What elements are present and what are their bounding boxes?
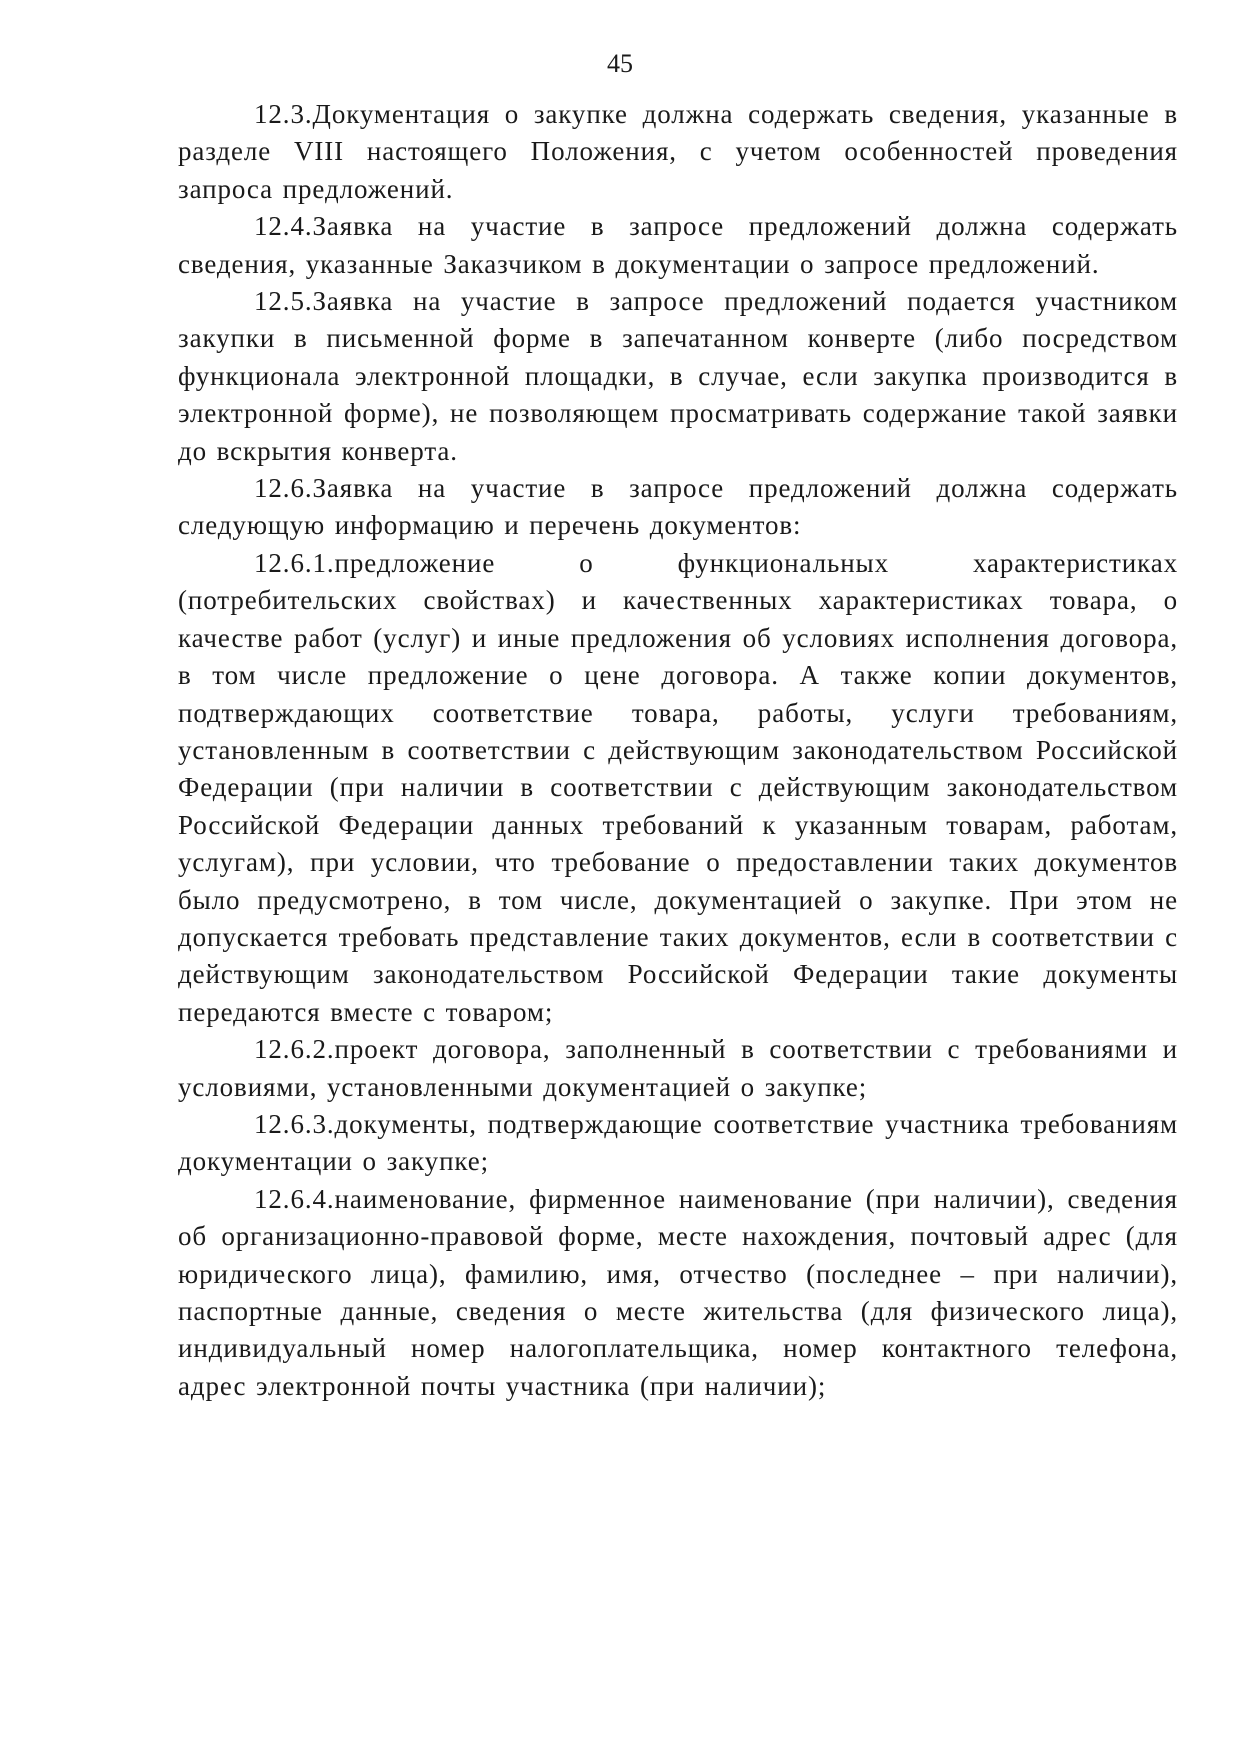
document-body xyxy=(178,96,1178,1405)
paragraph-12-6-2: 12.6.2.проект договора, заполненный в соответствии с требованиями и условиями, установленными документацией о закупке; xyxy=(178,1034,1178,1102)
paragraph-12-6-3: 12.6.3.документы, подтверждающие соответствие участника требованиям документации о закупке; xyxy=(178,1108,1178,1177)
page-number: 45 xyxy=(607,49,633,78)
paragraph-12-6-1: 12.6.1.предложение о функциональных характеристиках (потребительских свойствах) и качественных характеристиках товара, о качестве работ (услуг) и иные предложения об условиях исполнения договора, в том числе предложение о цене договора. А также копии документов, подтверждающих соответствие товара, работы, услуги требованиям, установленным в соответствии с действующим законодательством Российской Федерации (при наличии в соответствии с действующим законодательством Российской Федерации данных требований к указанным товарам, работам, услугам), при условии, что требование о предоставлении таких документов было предусмотрено, в том числе, документацией о закупке. При этом не допускается требовать представление таких документов, если в соответствии с действующим законодательством Российской Федерации такие документы передаются вместе с товаром; xyxy=(178,547,1178,1027)
paragraph-12-6: 12.6.Заявка на участие в запросе предложений должна содержать следующую информацию и перечень документов: xyxy=(178,473,1178,541)
paragraph-12-5: 12.5.Заявка на участие в запросе предложений подается участником закупки в письменной форме в запечатанном конверте (либо посредством функционала электронной площадки, в случае, если закупка производится в электронной форме), не позволяющем просматривать содержание такой заявки до вскрытия конверта. xyxy=(178,286,1178,466)
paragraph-12-3: 12.3.Документация о закупке должна содержать сведения, указанные в разделе VIII настоящего Положения, с учетом особенностей проведения запроса предложений. xyxy=(178,99,1178,204)
paragraph-12-4: 12.4.Заявка на участие в запросе предложений должна содержать сведения, указанные Заказчиком в документации о запросе предложений. xyxy=(178,211,1178,279)
paragraph-12-6-4: 12.6.4.наименование, фирменное наименование (при наличии), сведения об организационно-правовой форме, месте нахождения, почтовый адрес (для юридического лица), фамилию, имя, отчество (последнее – при наличии), паспортные данные, сведения о месте жительства (для физического лица), индивидуальный номер налогоплательщика, номер контактного телефона, адрес электронной почты участника (при наличии); xyxy=(178,1183,1178,1401)
